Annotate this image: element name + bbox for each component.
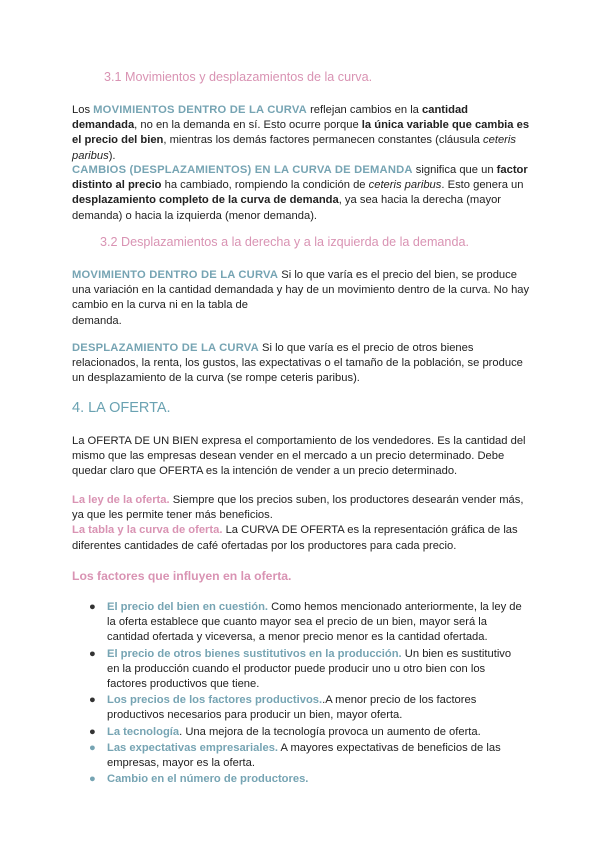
paragraph-ley-oferta: La ley de la oferta. Siempre que los precios suben, los productores desearán vender más, ya que les permite tener más beneficios. La tabla y la curva de oferta. La CURVA DE OFERTA es la representación gráfica de las diferentes cantidades de café ofertadas por los productores para cada precio.	[72, 494, 524, 552]
list-item: ● El precio de otros bienes sustitutivos en la producción. Un bien es sustitutivo en la producción cuando el productor puede producir uno u otro bien con los factores productivos que tiene.	[89, 647, 512, 691]
list-item: ● La tecnología. Una mejora de la tecnología provoca un aumento de oferta.	[72, 725, 524, 740]
bullet-icon: ●	[89, 601, 96, 613]
factores-list	[72, 600, 524, 788]
list-item: ● Las expectativas empresariales. A mayores expectativas de beneficios de las empresas, mayor es la oferta.	[89, 741, 501, 770]
bullet-icon: ●	[89, 773, 96, 786]
bullet-icon: ●	[89, 725, 96, 738]
paragraph-desplazamiento: DESPLAZAMIENTO DE LA CURVA Si lo que varía es el precio de otros bienes relacionados, la renta, los gustos, las expectativas o el tamaño de la población, se produce un desplazamiento de la curva (se rompe ceteris paribus).	[72, 342, 523, 385]
section-4-heading: 4. LA OFERTA.	[72, 400, 171, 416]
section-3-1-heading: 3.1 Movimientos y desplazamientos de la curva.	[104, 70, 373, 84]
list-item: ● Los precios de los factores productivos..A menor precio de los factores productivos necesarios para producir un bien, mayor oferta.	[89, 694, 477, 722]
list-item: ● El precio del bien en cuestión. Como hemos mencionado anteriormente, la ley de la oferta establece que cuanto mayor sea el precio de un bien, mayor será la cantidad ofertada y viceversa, a menor precio menor es la cantidad ofertada.	[89, 601, 522, 644]
paragraph-oferta-intro: La OFERTA DE UN BIEN expresa el comportamiento de los vendedores. Es la cantidad del mismo que las empresas desean vender en el mercado a un precio determinado. Debe quedar claro que OFERTA es la intención de vender a un precio determinado.	[72, 435, 526, 478]
bullet-icon: ●	[89, 741, 96, 754]
list-item: ● Cambio en el número de productores.	[72, 772, 524, 787]
section-3-2-heading: 3.2 Desplazamientos a la derecha y a la izquierda de la demanda.	[100, 235, 469, 249]
bullet-icon: ●	[89, 694, 96, 707]
paragraph-movimientos: Los MOVIMIENTOS DENTRO DE LA CURVA reflejan cambios en la cantidad demandada, no en la demanda en sí. Esto ocurre porque la única variable que cambia es el precio del bien, mientras los demás factores permanecen constantes (cláusula ceteris paribus).	[72, 104, 530, 162]
factores-heading: Los factores que influyen en la oferta.	[72, 569, 292, 583]
bullet-icon: ●	[89, 647, 96, 660]
paragraph-movimiento-dentro: MOVIMIENTO DENTRO DE LA CURVA Si lo que varía es el precio del bien, se produce una variación en la cantidad demandada y hay de un movimiento dentro de la curva. No hay cambio en la curva ni en la tabla de demanda.	[72, 269, 530, 327]
paragraph-cambios: CAMBIOS (DESPLAZAMIENTOS) EN LA CURVA DE DEMANDA significa que un factor distinto al precio ha cambiado, rompiendo la condición de ceteris paribus. Esto genera un desplazamiento completo de la curva de demanda, ya sea hacia la derecha (mayor demanda) o hacia la izquierda (menor demanda).	[72, 164, 528, 222]
